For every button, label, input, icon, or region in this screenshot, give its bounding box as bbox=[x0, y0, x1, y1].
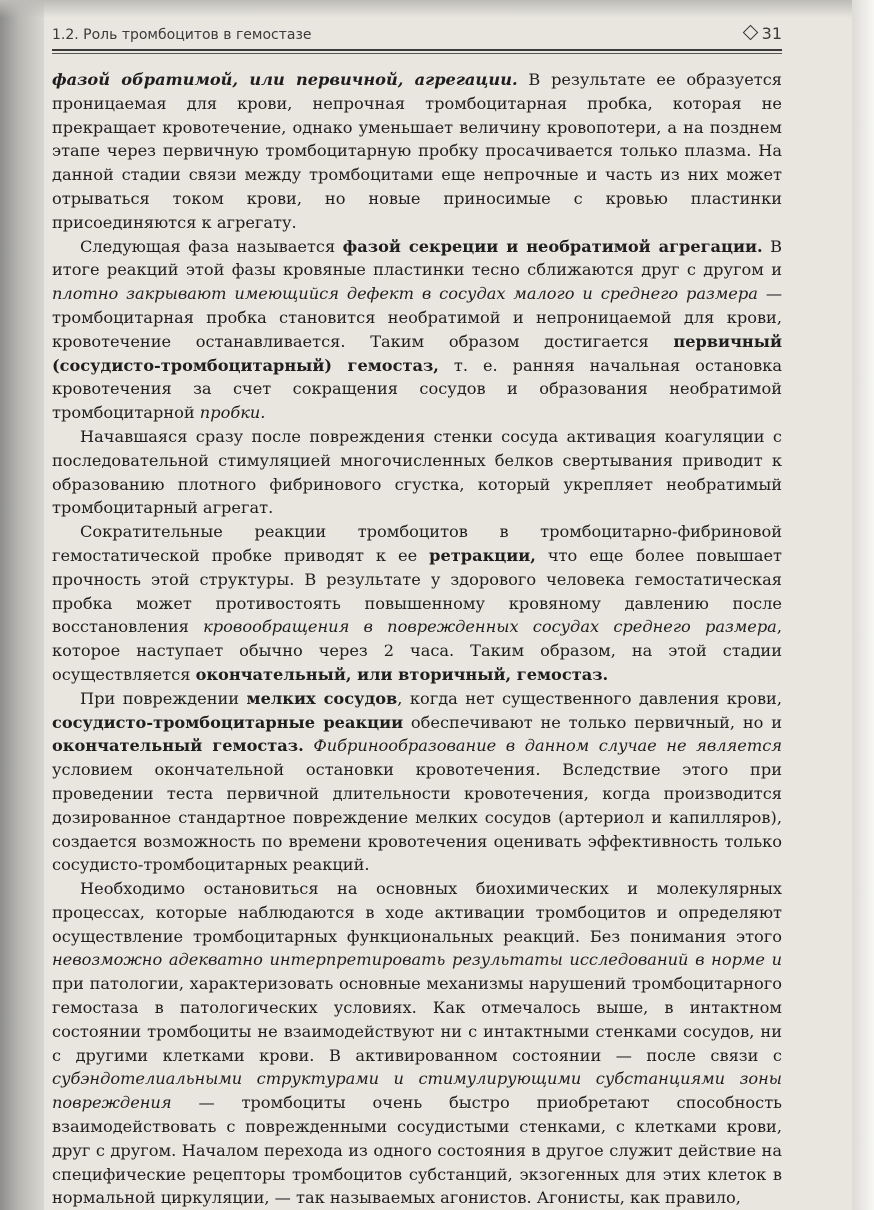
text-run: пробки. bbox=[199, 403, 266, 423]
diamond-icon bbox=[742, 25, 758, 41]
text-run: фазой bbox=[52, 70, 122, 89]
text-run: фазой секреции и необратимой агрегации. bbox=[342, 236, 763, 256]
page-number: 31 bbox=[761, 24, 782, 43]
text-run: мелких сосудов bbox=[246, 688, 398, 708]
paragraph bbox=[52, 68, 782, 235]
page-number-block bbox=[745, 24, 782, 43]
text-run: ретракции, bbox=[429, 545, 536, 565]
text-run: При повреждении bbox=[80, 688, 247, 708]
text-run: , когда нет существенного давления крови, bbox=[397, 688, 782, 708]
text-run: что еще более повышает прочность этой структуры. В результате у здорового человека гемостатическая пробка может противостоять повышенному кровяному давлению после восстановления bbox=[52, 545, 783, 637]
text-run: Следующая фаза называется bbox=[80, 236, 343, 256]
text-run: окончательный, или вторичный, гемостаз. bbox=[195, 664, 609, 684]
paragraph bbox=[52, 687, 782, 877]
text-run: сосудисто-тромбоцитарные реакции bbox=[52, 712, 404, 732]
text-run: субэндотелиальными структурами и стимулирующими субстанциями зоны повреждения bbox=[52, 1069, 782, 1113]
text-run: Начавшаяся сразу после повреждения стенки сосуда активация коагуляции с последовательной стимуляцией многочисленных белков свертывания приводит к образованию плотного фибринового сгустка, который укрепляет необратимый тромбоцитарный агрегат. bbox=[52, 426, 782, 518]
text-run: — тромбоцитарная пробка становится необратимой и непроницаемой для крови, кровотечение останавливается. Таким образом достигается bbox=[52, 284, 783, 351]
running-title: 1.2. Роль тромбоцитов в гемостазе bbox=[52, 27, 312, 43]
text-run: условием окончательной остановки кровотечения. Вследствие этого при проведении теста первичной длительности кровотечения, когда производится дозированное стандартное повреждение мелких сосудов (артериол и капилляров), создается возможность по времени кровотечения оценивать эффективность только сосудисто-тромбоцитарных реакций. bbox=[52, 760, 782, 875]
text-run: окончательный гемостаз. bbox=[52, 736, 304, 756]
book-spine-shadow bbox=[0, 0, 44, 1210]
running-header bbox=[52, 24, 782, 51]
text-run: В результате ее образуется проницаемая для крови, непрочная тромбоцитарная пробка, которая не прекращает кровотечение, однако уменьшает величину кровопотери, а на позднем этапе через первичную тромбоцитарную пробку просачивается только плазма. На данной стадии связи между тромбоцитами еще непрочные и часть из них может отрываться током крови, но новые приносимые с кровью пластинки присоединяются к агрегату. bbox=[52, 70, 783, 232]
text-run: при патологии, характеризовать основные механизмы нарушений тромбоцитарного гемостаза в патологических условиях. Как отмечалось выше, в интактном состоянии тромбоциты не взаимодействуют ни с интактными стенками сосудов, ни с другими клетками крови. В активированном состоянии — после связи с bbox=[52, 974, 782, 1065]
paragraph bbox=[52, 520, 782, 687]
text-run: невозможно адекватно интерпретировать результаты исследований в норме и bbox=[52, 950, 782, 970]
top-scan-shadow bbox=[0, 0, 874, 18]
header-rule bbox=[52, 53, 782, 54]
text-run: плотно закрывают имеющийся дефект в сосудах малого и среднего размера bbox=[52, 284, 758, 304]
text-run: В итоге реакций этой фазы кровяные пластинки тесно сближаются друг с другом и bbox=[52, 236, 782, 280]
text-run: обеспечивают не только первичный, но и bbox=[403, 712, 782, 732]
paragraph bbox=[52, 235, 782, 425]
text-run: кровообращения в поврежденных сосудах среднего размера bbox=[203, 617, 777, 637]
text-run: Необходимо остановиться на основных биохимических и молекулярных процессах, которые наблюдаются в ходе активации тромбоцитов и определяют осуществление тромбоцитарных функциональных реакций. Без понимания этого bbox=[52, 879, 782, 946]
paragraph bbox=[52, 425, 782, 520]
text-run: Фибринообразование в данном случае не является bbox=[313, 736, 782, 756]
body-text bbox=[52, 68, 782, 1210]
paragraph bbox=[52, 877, 782, 1210]
text-run: — тромбоциты очень быстро приобретают способность взаимодействовать с поврежденными сосудистыми стенками, с клетками крови, друг с другом. Началом перехода из одного состояния в другое служит действие на специфические рецепторы тромбоцитов субстанций, экзогенных для этих клеток в нормальной циркуляции, — так называемых агонистов. Агонисты, как правило, bbox=[52, 1093, 782, 1208]
text-run: Сократительные реакции тромбоцитов в тромбоцитарно-фибриновой гемостатической пробке приводят к ее bbox=[52, 522, 782, 565]
text-run: т. е. ранняя начальная остановка кровотечения за счет сокращения сосудов и образования необратимой тромбоцитарной bbox=[52, 355, 782, 423]
book-page bbox=[52, 24, 782, 1210]
text-run: первичный (сосудисто-тромбоцитарный) гемостаз, bbox=[52, 331, 782, 375]
text-run: обратимой, или первичной, агрегации. bbox=[121, 70, 518, 89]
page-edge bbox=[852, 0, 874, 1210]
text-run bbox=[304, 736, 314, 755]
text-run: , которое наступает обычно через 2 часа. Таким образом, на этой стадии осуществляется bbox=[52, 617, 782, 684]
